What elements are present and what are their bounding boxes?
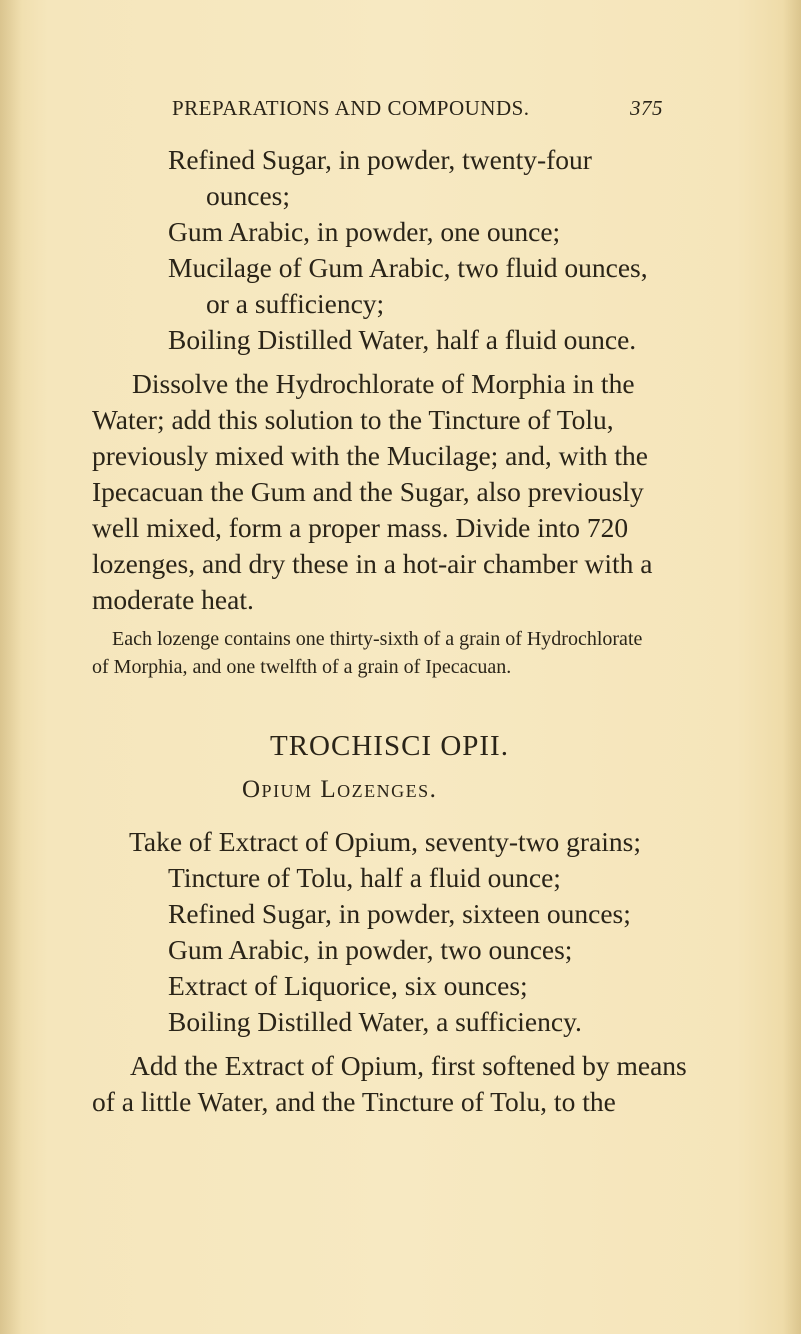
section-title: TROCHISCI OPII. <box>270 730 509 762</box>
ingredient-line: Refined Sugar, in powder, sixteen ounces; <box>168 898 631 929</box>
ingredient-line: Refined Sugar, in powder, twenty-four <box>168 144 592 175</box>
page-number: 375 <box>630 96 663 120</box>
ingredient-line: Boiling Distilled Water, a sufficiency. <box>168 1006 582 1037</box>
paragraph-line: Water; add this solution to the Tincture of Tolu, <box>92 404 614 435</box>
page-header <box>0 96 801 126</box>
ingredient-line: Boiling Distilled Water, half a fluid ounce. <box>168 324 637 355</box>
paragraph-line: previously mixed with the Mucilage; and, with the <box>92 440 649 471</box>
paragraph-line: moderate heat. <box>92 584 254 615</box>
paragraph-line: Dissolve the Hydrochlorate of Morphia in the <box>132 368 635 399</box>
ingredient-line: or a sufficiency; <box>206 288 385 319</box>
ingredient-line: Tincture of Tolu, half a fluid ounce; <box>168 862 561 893</box>
ingredient-line: Take of Extract of Opium, seventy-two grains; <box>129 826 642 857</box>
paragraph-line: Ipecacuan the Gum and the Sugar, also previously <box>92 476 644 507</box>
paragraph-line: well mixed, form a proper mass. Divide into 720 <box>92 512 629 543</box>
ingredient-line: Gum Arabic, in powder, one ounce; <box>168 216 561 247</box>
ingredient-line: Gum Arabic, in powder, two ounces; <box>168 934 573 965</box>
paragraph-line: Add the Extract of Opium, first softened by means <box>130 1050 687 1081</box>
ingredient-line: Extract of Liquorice, six ounces; <box>168 970 528 1001</box>
note-line: of Morphia, and one twelfth of a grain of Ipecacuan. <box>92 656 512 678</box>
page-shadow-left <box>0 0 22 1334</box>
page-shadow-right <box>783 0 801 1334</box>
running-head: PREPARATIONS AND COMPOUNDS. <box>172 96 530 120</box>
paragraph-line: of a little Water, and the Tincture of Tolu, to the <box>92 1086 616 1117</box>
ingredient-line: Mucilage of Gum Arabic, two fluid ounces, <box>168 252 648 283</box>
section-subtitle: Opium Lozenges. <box>242 776 438 803</box>
paragraph-line: lozenges, and dry these in a hot-air chamber with a <box>92 548 653 579</box>
ingredient-line: ounces; <box>206 180 291 211</box>
note-line: Each lozenge contains one thirty-sixth of a grain of Hydrochlorate <box>112 628 643 650</box>
